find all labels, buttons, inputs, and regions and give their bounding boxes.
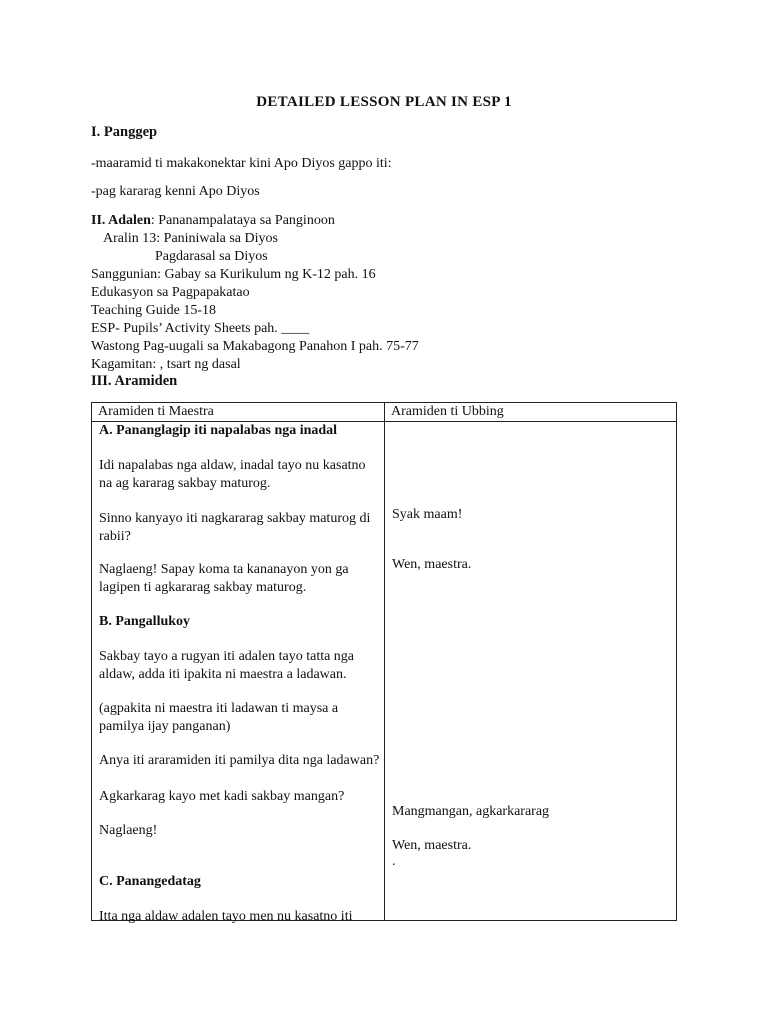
aralin-line: Aralin 13: Paniniwala sa Diyos (103, 231, 278, 246)
teacher-paragraph-8: Naglaeng! (99, 823, 158, 838)
table-header-row (92, 403, 677, 422)
teacher-paragraph-3: Naglaeng! Sapay koma ta kananayon yon ga lagipen ti agkararag sakbay maturog. (99, 562, 349, 595)
teacher-activities-cell (92, 422, 385, 924)
header-pupils: Aramiden ti Ubbing (385, 403, 677, 422)
adalen-line (91, 212, 335, 230)
pupil-response-5: . (392, 854, 396, 869)
sanggunian-line: Sanggunian: Gabay sa Kurikulum ng K-12 pah. 16 (91, 267, 376, 282)
teacher-paragraph-2: Sinno kanyayo iti nagkararag sakbay maturog di rabii? (99, 511, 371, 544)
teaching-guide-line: Teaching Guide 15-18 (91, 303, 216, 318)
pupil-activities-cell (385, 422, 677, 921)
teacher-paragraph-7: Agkarkarag kayo met kadi sakbay mangan? (99, 789, 345, 804)
pupil-response-4: Wen, maestra. (392, 838, 472, 853)
lesson-table (91, 402, 677, 924)
heading-b: B. Pangallukoy (99, 614, 191, 629)
header-teacher: Aramiden ti Maestra (92, 403, 385, 422)
teacher-paragraph-4: Sakbay tayo a rugyan iti adalen tayo tatta nga aldaw, adda iti ipakita ni maestra a ladawan. (99, 649, 355, 682)
teacher-paragraph-1: Idi napalabas nga aldaw, inadal tayo nu kasatno na ag kararag sakbay maturog. (99, 458, 366, 491)
heading-a: A. Pananglagip iti napalabas nga inadal (99, 423, 338, 438)
adalen-topic: : Pananampalataya sa Panginoon (150, 213, 335, 228)
pagdarasal-line: Pagdarasal sa Diyos (155, 249, 268, 264)
esp-activity-line: ESP- Pupils’ Activity Sheets pah. ____ (91, 321, 310, 336)
panggep-line-2: -pag kararag kenni Apo Diyos (91, 184, 260, 199)
pupil-response-1: Syak maam! (392, 507, 463, 522)
table-body-row (92, 422, 677, 921)
wastong-line: Wastong Pag-uugali sa Makabagong Panahon I pah. 75-77 (91, 339, 419, 354)
section-adalen-heading: II. Adalen (91, 213, 151, 228)
heading-c: C. Panangedatag (99, 874, 201, 889)
edukasyon-line: Edukasyon sa Pagpapakatao (91, 285, 250, 300)
panggep-line-1: -maaramid ti makakonektar kini Apo Diyos gappo iti: (91, 156, 392, 171)
teacher-paragraph-9: Itta nga aldaw adalen tayo men nu kasatno iti (99, 909, 353, 924)
pupil-response-2: Wen, maestra. (392, 557, 472, 572)
kagamitan-line: Kagamitan: , tsart ng dasal (91, 357, 241, 372)
teacher-paragraph-5: (agpakita ni maestra iti ladawan ti maysa a pamilya ijay panganan) (99, 701, 339, 734)
pupil-response-3: Mangmangan, agkarkararag (392, 804, 550, 819)
section-panggep-heading: I. Panggep (91, 124, 158, 140)
section-aramiden-heading: III. Aramiden (91, 373, 178, 389)
document-title: DETAILED LESSON PLAN IN ESP 1 (256, 94, 512, 110)
teacher-paragraph-6: Anya iti araramiden iti pamilya dita nga ladawan? (99, 753, 380, 768)
